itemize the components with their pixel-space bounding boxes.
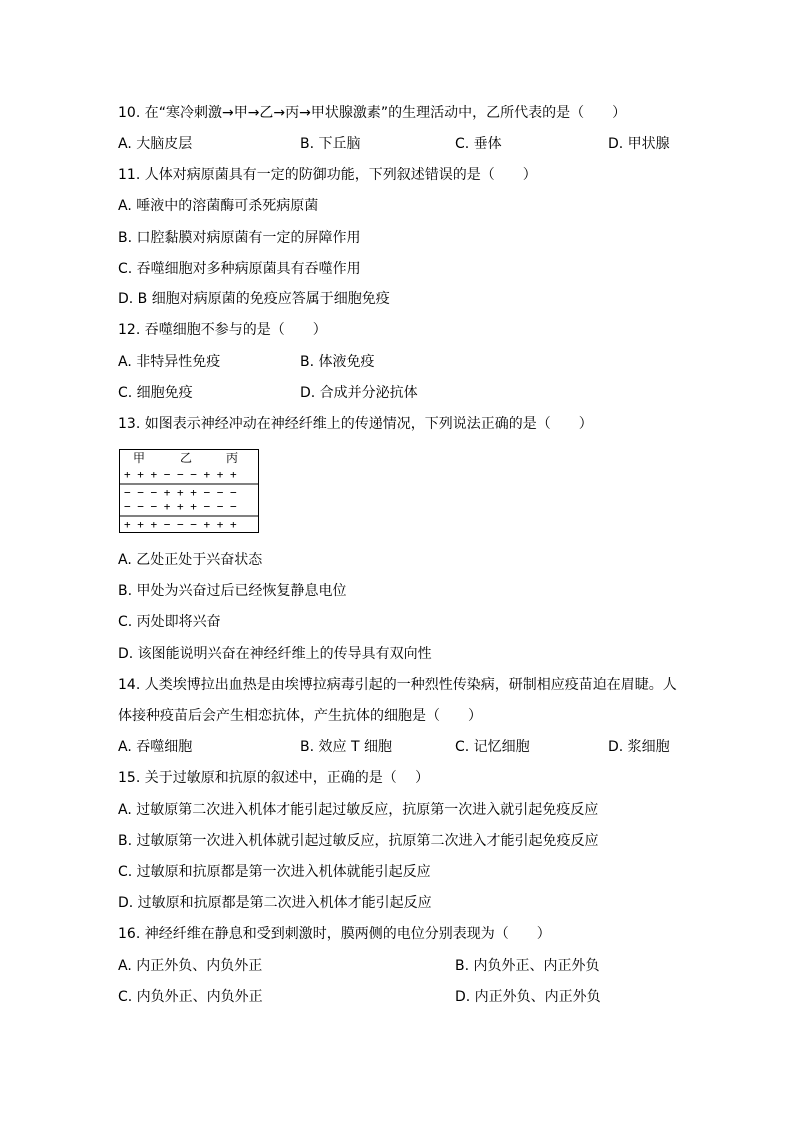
- q11-option-d[interactable]: D. B 细胞对病原菌的免疫应答属于细胞免疫: [118, 291, 390, 307]
- q16-option-c[interactable]: C. 内负外正、内负外正: [118, 989, 263, 1005]
- figure-row-inner-top: − − − + + + − − −: [124, 486, 237, 499]
- q12-option-b[interactable]: B. 体液免疫: [300, 354, 375, 370]
- q14-option-a[interactable]: A. 吞噬细胞: [118, 739, 193, 755]
- q10-option-b[interactable]: B. 下丘脑: [300, 136, 361, 152]
- question-14-stem-line1: 14. 人类埃博拉出血热是由埃博拉病毒引起的一种烈性传染病，研制相应疫苗迫在眉睫。人: [118, 677, 677, 693]
- question-13-stem: 13. 如图表示神经冲动在神经纤维上的传递情况，下列说法正确的是（ ）: [118, 416, 593, 432]
- q15-option-c[interactable]: C. 过敏原和抗原都是第一次进入机体就能引起反应: [118, 864, 431, 880]
- q12-option-c[interactable]: C. 细胞免疫: [118, 385, 193, 401]
- question-12-stem: 12. 吞噬细胞不参与的是（ ）: [118, 322, 327, 338]
- q10-option-c[interactable]: C. 垂体: [455, 136, 502, 152]
- q11-option-c[interactable]: C. 吞噬细胞对多种病原菌具有吞噬作用: [118, 261, 361, 277]
- figure-row-outer-top: + + + − − − + + +: [124, 468, 237, 481]
- q11-option-b[interactable]: B. 口腔黏膜对病原菌有一定的屏障作用: [118, 230, 361, 246]
- figure-label-yi: 乙: [180, 451, 193, 465]
- nerve-fiber-figure: [119, 449, 259, 533]
- q14-option-c[interactable]: C. 记忆细胞: [455, 739, 530, 755]
- q12-option-d[interactable]: D. 合成并分泌抗体: [300, 385, 418, 401]
- q13-option-d[interactable]: D. 该图能说明兴奋在神经纤维上的传导具有双向性: [118, 646, 432, 662]
- q12-option-a[interactable]: A. 非特异性免疫: [118, 354, 221, 370]
- question-11-stem: 11. 人体对病原菌具有一定的防御功能，下列叙述错误的是（ ）: [118, 167, 537, 183]
- q16-option-d[interactable]: D. 内正外负、内正外负: [455, 989, 601, 1005]
- q11-option-a[interactable]: A. 唾液中的溶菌酶可杀死病原菌: [118, 198, 319, 214]
- q15-option-b[interactable]: B. 过敏原第一次进入机体就引起过敏反应，抗原第二次进入才能引起免疫反应: [118, 833, 599, 849]
- question-10-stem: 10. 在“寒冷刺激→甲→乙→丙→甲状腺激素”的生理活动中，乙所代表的是（ ）: [118, 105, 627, 121]
- figure-label-jia: 甲: [133, 451, 146, 465]
- figure-label-bing: 丙: [226, 451, 239, 465]
- figure-row-inner-bottom: − − − + + + − − −: [124, 500, 237, 513]
- q10-option-d[interactable]: D. 甲状腺: [608, 136, 670, 152]
- q16-option-a[interactable]: A. 内正外负、内负外正: [118, 958, 263, 974]
- q13-option-a[interactable]: A. 乙处正处于兴奋状态: [118, 552, 263, 568]
- question-15-stem: 15. 关于过敏原和抗原的叙述中，正确的是（ ）: [118, 770, 430, 786]
- q15-option-d[interactable]: D. 过敏原和抗原都是第二次进入机体才能引起反应: [118, 895, 432, 911]
- q13-option-b[interactable]: B. 甲处为兴奋过后已经恢复静息电位: [118, 583, 347, 599]
- q14-option-d[interactable]: D. 浆细胞: [608, 739, 670, 755]
- q15-option-a[interactable]: A. 过敏原第二次进入机体才能引起过敏反应，抗原第一次进入就引起免疫反应: [118, 802, 599, 818]
- question-14-stem-line2: 体接种疫苗后会产生相恋抗体，产生抗体的细胞是（ ）: [118, 708, 482, 724]
- q16-option-b[interactable]: B. 内负外正、内正外负: [455, 958, 600, 974]
- q14-option-b[interactable]: B. 效应 T 细胞: [300, 739, 392, 755]
- question-16-stem: 16. 神经纤维在静息和受到刺激时，膜两侧的电位分别表现为（ ）: [118, 926, 551, 942]
- q13-option-c[interactable]: C. 丙处即将兴奋: [118, 614, 221, 630]
- q10-option-a[interactable]: A. 大脑皮层: [118, 136, 193, 152]
- figure-row-outer-bottom: + + + − − − + + +: [124, 518, 237, 531]
